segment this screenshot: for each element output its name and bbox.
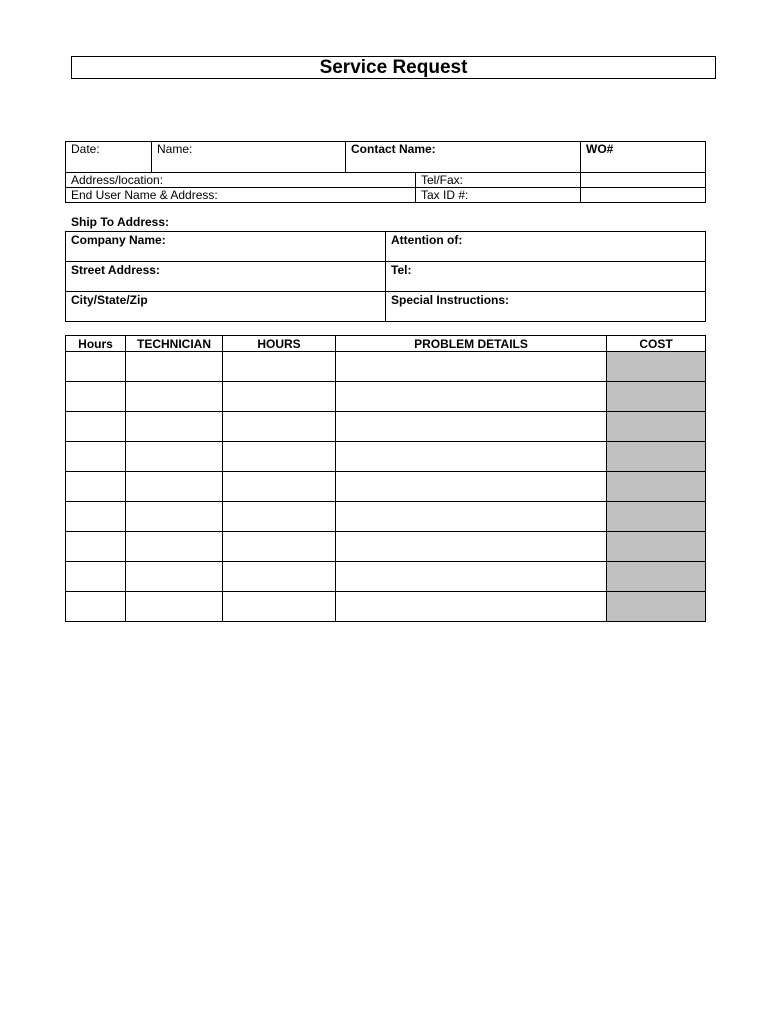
cost-cell[interactable]	[607, 442, 706, 472]
problem-details-cell[interactable]	[336, 502, 607, 532]
hours-2-cell[interactable]	[223, 412, 336, 442]
hours-cell[interactable]	[66, 352, 126, 382]
cost-cell[interactable]	[607, 352, 706, 382]
tax-id-value[interactable]	[581, 188, 706, 203]
table-row	[66, 502, 706, 532]
technician-cell[interactable]	[126, 562, 223, 592]
problem-details-cell[interactable]	[336, 592, 607, 622]
cost-cell[interactable]	[607, 472, 706, 502]
hours-2-cell[interactable]	[223, 352, 336, 382]
table-row	[66, 442, 706, 472]
table-row	[66, 592, 706, 622]
grid-header-row	[66, 336, 706, 352]
table-row	[66, 382, 706, 412]
table-row	[66, 472, 706, 502]
cost-cell[interactable]	[607, 502, 706, 532]
column-header-technician: TECHNICIAN	[126, 336, 223, 352]
technician-cell[interactable]	[126, 442, 223, 472]
table-row	[66, 412, 706, 442]
technician-cell[interactable]	[126, 412, 223, 442]
end-user-label: End User Name & Address:	[71, 188, 218, 202]
technician-cell[interactable]	[126, 472, 223, 502]
hours-cell[interactable]	[66, 442, 126, 472]
contact-name-label: Contact Name:	[351, 142, 436, 156]
cost-cell[interactable]	[607, 562, 706, 592]
city-state-zip-label: City/State/Zip	[71, 293, 148, 307]
hours-2-cell[interactable]	[223, 382, 336, 412]
name-label: Name:	[157, 142, 193, 156]
attention-field[interactable]	[386, 232, 706, 262]
attention-label: Attention of:	[391, 233, 463, 247]
tel-fax-value[interactable]	[581, 173, 706, 188]
hours-cell[interactable]	[66, 562, 126, 592]
table-row	[66, 352, 706, 382]
problem-details-cell[interactable]	[336, 412, 607, 442]
hours-cell[interactable]	[66, 592, 126, 622]
street-address-label: Street Address:	[71, 263, 160, 277]
ship-to-heading: Ship To Address:	[71, 215, 170, 229]
cost-cell[interactable]	[607, 382, 706, 412]
name-field[interactable]	[152, 142, 346, 173]
ship-to-table	[65, 231, 706, 322]
date-label: Date:	[71, 142, 100, 156]
address-location-label: Address/location:	[71, 173, 164, 187]
tax-id-label: Tax ID #:	[421, 188, 469, 202]
contact-name-field[interactable]	[346, 142, 581, 173]
hours-2-cell[interactable]	[223, 502, 336, 532]
city-state-zip-field[interactable]	[66, 292, 386, 322]
technician-cell[interactable]	[126, 592, 223, 622]
problem-details-cell[interactable]	[336, 532, 607, 562]
tax-id-field[interactable]	[416, 188, 581, 203]
problem-details-cell[interactable]	[336, 352, 607, 382]
hours-2-cell[interactable]	[223, 472, 336, 502]
hours-cell[interactable]	[66, 382, 126, 412]
special-instructions-label: Special Instructions:	[391, 293, 510, 307]
company-name-label: Company Name:	[71, 233, 166, 247]
tel-fax-label: Tel/Fax:	[421, 173, 464, 187]
wo-number-label: WO#	[586, 142, 614, 156]
street-address-field[interactable]	[66, 262, 386, 292]
hours-2-cell[interactable]	[223, 562, 336, 592]
technician-cell[interactable]	[126, 382, 223, 412]
tel-label: Tel:	[391, 263, 412, 277]
hours-cell[interactable]	[66, 472, 126, 502]
special-instructions-field[interactable]	[386, 292, 706, 322]
hours-2-cell[interactable]	[223, 592, 336, 622]
table-row	[66, 532, 706, 562]
technician-cell[interactable]	[126, 502, 223, 532]
technician-cell[interactable]	[126, 352, 223, 382]
column-header-hours-2: HOURS	[223, 336, 336, 352]
hours-2-cell[interactable]	[223, 442, 336, 472]
column-header-problem-details: PROBLEM DETAILS	[336, 336, 607, 352]
service-grid-table	[65, 335, 706, 622]
wo-number-field[interactable]	[581, 142, 706, 173]
cost-cell[interactable]	[607, 532, 706, 562]
hours-cell[interactable]	[66, 502, 126, 532]
company-name-field[interactable]	[66, 232, 386, 262]
table-row	[66, 562, 706, 592]
technician-cell[interactable]	[126, 532, 223, 562]
hours-cell[interactable]	[66, 412, 126, 442]
cost-cell[interactable]	[607, 592, 706, 622]
tel-field[interactable]	[386, 262, 706, 292]
problem-details-cell[interactable]	[336, 442, 607, 472]
cost-cell[interactable]	[607, 412, 706, 442]
hours-cell[interactable]	[66, 532, 126, 562]
page-title: Service Request	[319, 57, 468, 78]
tel-fax-field[interactable]	[416, 173, 581, 188]
hours-2-cell[interactable]	[223, 532, 336, 562]
column-header-cost: COST	[607, 336, 706, 352]
date-field[interactable]	[66, 142, 152, 173]
problem-details-cell[interactable]	[336, 382, 607, 412]
column-header-hours: Hours	[66, 336, 126, 352]
request-info-table	[65, 141, 706, 203]
problem-details-cell[interactable]	[336, 472, 607, 502]
end-user-field[interactable]	[66, 188, 416, 203]
title-box	[71, 56, 716, 79]
problem-details-cell[interactable]	[336, 562, 607, 592]
address-location-field[interactable]	[66, 173, 416, 188]
